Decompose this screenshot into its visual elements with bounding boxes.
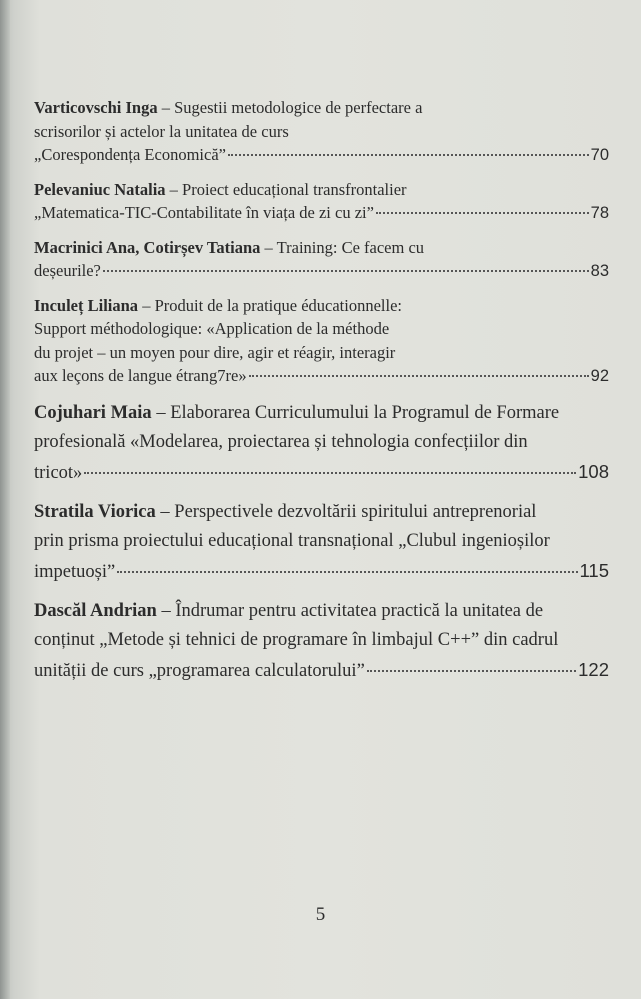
toc-entry-line [34,597,609,626]
toc-page-number: 108 [578,460,609,482]
toc-entry [34,498,609,587]
toc-author: Dascăl Andrian [34,600,157,621]
toc-entry-line [34,498,609,527]
toc-title-text: prin prisma proiectului educațional transnațional „Clubul ingenioșilor [34,530,550,551]
toc-author: Cojuhari Maia [34,402,152,423]
toc-entry [34,399,609,488]
toc-entry-last-line [34,201,609,226]
toc-title-text: – Produit de la pratique éducationnelle: [142,295,402,315]
dot-leader [367,670,576,672]
toc-entry-last-line [34,143,609,168]
toc-entry-last-line [34,259,609,284]
toc-entry-last-line [34,364,609,389]
toc-entry-line [34,178,609,202]
book-spine-shadow [0,0,10,999]
toc-title-text: profesională «Modelarea, proiectarea și tehnologia confecțiilor din [34,431,528,452]
toc-entry-line [34,236,609,260]
dot-leader [117,571,577,573]
page-number: 5 [315,904,326,925]
toc-title-text: „Matematica-TIC-Contabilitate în viața de zi cu zi” [34,203,374,222]
toc-title-text: deșeurile? [34,261,101,280]
toc-page-number: 83 [590,262,609,280]
toc-title-text: conținut „Metode și tehnici de programare în limbajul C++” din cadrul [34,629,559,650]
toc-author: Varticovschi Inga [34,98,158,117]
toc-entry [34,597,609,686]
toc-entry-last-line [34,655,609,686]
toc-page-number: 122 [578,658,609,680]
toc-page-number: 115 [579,559,609,581]
toc-entry-line [34,294,609,318]
toc-title-text: Support méthodologique: «Application de la méthode [34,319,390,338]
toc-author: Pelevaniuc Natalia [34,179,166,199]
toc-title-text: du projet – un moyen pour dire, agir et réagir, interagir [34,342,396,362]
dot-leader [228,154,589,156]
toc-entry [34,178,609,226]
toc-entry-line [34,399,609,428]
toc-author: Macrinici Ana, Cotirșev Tatiana [34,237,261,257]
toc-page-number: 70 [590,146,609,164]
toc-title-text: impetuoși” [34,561,116,582]
toc-title-text: – Elaborarea Curriculumului la Programul de Formare [156,402,560,423]
toc-title-text: – Perspectivele dezvoltării spiritului antreprenorial [160,501,537,522]
dot-leader [376,212,589,214]
toc-entry [34,96,609,168]
toc-page-number: 78 [590,204,609,222]
toc-title-text: aux leçons de langue étrang7re» [34,366,247,385]
dot-leader [249,375,589,377]
toc-entry [34,294,609,389]
toc-page-number: 92 [590,367,609,385]
toc-title-text: unității de curs „programarea calculatorului” [34,660,365,681]
toc-entry-line [34,96,609,120]
toc-title-text: – Proiect educațional transfrontalier [169,179,407,199]
dot-leader [103,270,589,272]
toc-entry-last-line [34,457,609,488]
toc-title-text: scrisorilor și actelor la unitatea de curs [34,121,289,141]
toc-title-text: – Training: Ce facem cu [264,237,425,257]
toc-title-text: tricot» [34,462,83,483]
dot-leader [84,472,576,474]
toc-author: Stratila Viorica [34,501,156,522]
toc-title-text: – Îndrumar pentru activitatea practică la unitatea de [161,600,544,621]
table-of-contents [34,96,609,696]
toc-entry-last-line [34,556,609,587]
toc-title-text: „Corespondența Economică” [34,145,226,164]
toc-entry [34,236,609,284]
toc-title-text: – Sugestii metodologice de perfectare a [161,98,423,117]
toc-author: Inculeț Liliana [34,295,139,315]
